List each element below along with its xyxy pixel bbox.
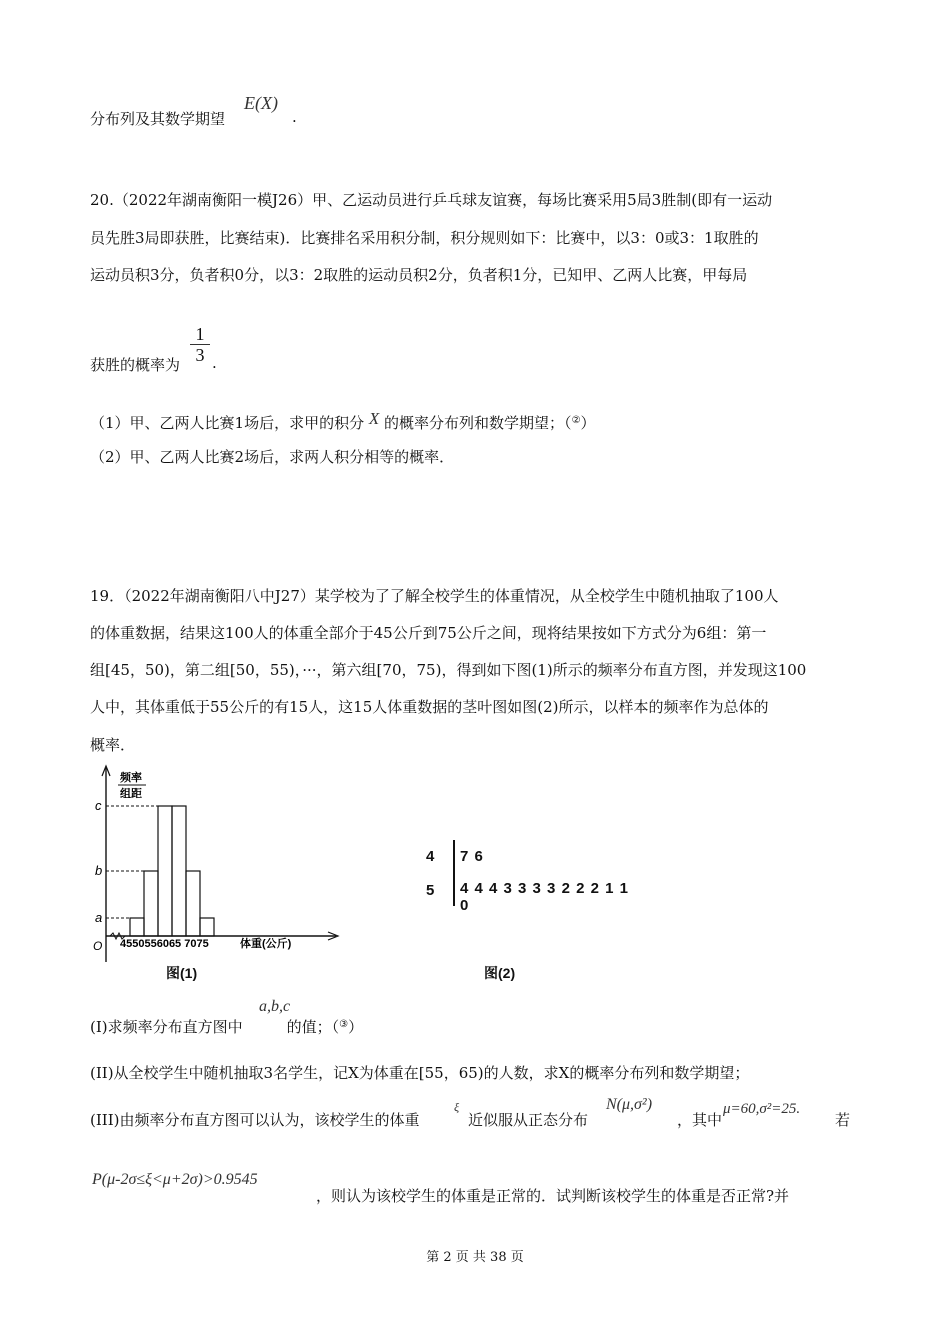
stem-row-2-stem: 5 — [426, 882, 435, 899]
q19-part3-e: ，则认为该校学生的体重是正常的．试判断该校学生的体重是否正常?并 — [316, 1187, 790, 1205]
origin-label: O — [93, 939, 103, 953]
q19-line4: 人中，其体重低于55公斤的有15人，这15人体重数据的茎叶图如图(2)所示，以样本的频率作为总体的 — [90, 698, 769, 716]
q19-part3-b: 近似服从正态分布 — [468, 1111, 589, 1129]
q20-sub1 — [90, 409, 596, 433]
q19-part3-prob: P(μ-2σ≤ξ<μ+2σ)>0.9545 — [92, 1171, 258, 1188]
q20-line1: 20.（2022年湖南衡阳一模J26）甲、乙运动员进行乒乓球友谊赛，每场比赛采用5局3胜制(即有一运动 — [90, 191, 773, 209]
level-label-a: a — [95, 910, 103, 925]
stem-leaf-divider — [453, 840, 455, 906]
histogram-bar-45-50 — [130, 918, 144, 936]
q19-part3-params: μ=60,σ²=25. — [723, 1101, 801, 1117]
stem-leaf-plot — [420, 840, 640, 914]
q20-line2: 员先胜3局即获胜，比赛结束)．比赛排名采用积分制，积分规则如下：比赛中，以3：0或3：1取胜的 — [90, 229, 759, 247]
histogram-bar-65-70 — [186, 871, 200, 936]
q19-part3-dist: N(μ,σ²) — [606, 1096, 653, 1113]
q19-part1 — [90, 1016, 363, 1037]
q19-part1-c: ） — [348, 1018, 364, 1036]
prev-math-ex: E(X) — [244, 93, 278, 113]
q19-part3-d: 若 — [835, 1111, 851, 1129]
x-tick-labels: 4550556065 7075 — [120, 938, 209, 950]
q20-sub1-a: （1）甲、乙两人比赛1场后，求甲的积分 — [90, 414, 365, 432]
level-label-c: c — [95, 798, 102, 813]
q19-line1: 19．（2022年湖南衡阳八中J27）某学校为了了解全校学生的体重情况，从全校学生中随机抽取了100人 — [90, 587, 779, 605]
q19-part1-mark: ③ — [339, 1019, 349, 1030]
q20-line4 — [90, 354, 180, 375]
x-axis-label: 体重(公斤) — [240, 938, 292, 950]
q19-line3: 组[45，50)，第二组[50，55)，···，第六组[70，75)，得到如下图(1)所示的频率分布直方图，并发现这100 — [90, 661, 807, 679]
histogram-chart — [88, 762, 348, 992]
q19-part3-c: ，其中 — [677, 1111, 723, 1129]
q20-sub1-c: ） — [580, 414, 596, 432]
figure-1-caption: 图(1) — [166, 965, 198, 981]
q20-fraction — [190, 324, 210, 365]
q20-line3: 运动员积3分，负者积0分，以3：2取胜的运动员积2分，负者积1分，已知甲、乙两人比赛，甲每局 — [90, 266, 748, 284]
histogram-bar-55-60 — [158, 806, 172, 936]
y-label-top: 频率 — [120, 772, 142, 784]
fraction-numerator: 1 — [190, 324, 210, 345]
q19-part3-xi: ξ — [454, 1100, 460, 1114]
q19-part1-vars: a,b,c — [259, 998, 291, 1015]
prev-text-body: 分布列及其数学期望 — [90, 110, 226, 128]
q20-sub1-mark: ② — [571, 415, 581, 426]
q19-line2: 的体重数据，结果这100人的体重全部介于45公斤到75公斤之间，现将结果按如下方式分为6组：第一 — [90, 624, 767, 642]
page-footer: 第 2 页 共 38 页 — [426, 1250, 524, 1265]
stem-row-1-stem: 4 — [426, 848, 435, 865]
q20-line4-text: 获胜的概率为 — [90, 356, 181, 374]
y-label-bottom: 组距 — [120, 788, 142, 800]
q20-sub2: （2）甲、乙两人比赛2场后，求两人积分相等的概率． — [90, 448, 455, 466]
stem-row-1-leaves: 7 6 — [460, 848, 484, 865]
histogram-bar-60-65 — [172, 806, 186, 936]
stem-row-2-leaves: 4 4 4 3 3 3 3 2 2 2 1 1 0 — [460, 880, 629, 914]
q20-line4-end: . — [212, 354, 217, 372]
histogram-bar-70-75 — [200, 918, 214, 936]
histogram-bar-50-55 — [144, 871, 158, 936]
histogram-group — [93, 766, 338, 962]
q19-part2: (II)从全校学生中随机抽取3名学生，记X为体重在[55，65)的人数，求X的概率分布列和数学期望； — [90, 1064, 750, 1082]
q19-part1-a: (I)求频率分布直方图中 — [90, 1018, 243, 1036]
q19-part1-b: 的值；（ — [286, 1018, 340, 1036]
figure-2-caption: 图(2) — [484, 965, 516, 981]
prev-end: . — [292, 108, 297, 126]
fraction-denominator: 3 — [195, 345, 205, 365]
q19-line5: 概率． — [90, 736, 136, 754]
q20-sub1-var: X — [368, 409, 380, 428]
q19-part3-a: (III)由频率分布直方图可以认为，该校学生的体重 — [90, 1111, 420, 1129]
level-label-b: b — [95, 863, 103, 878]
q20-sub1-b: 的概率分布列和数学期望；（ — [384, 414, 572, 432]
prev-text — [90, 108, 225, 129]
